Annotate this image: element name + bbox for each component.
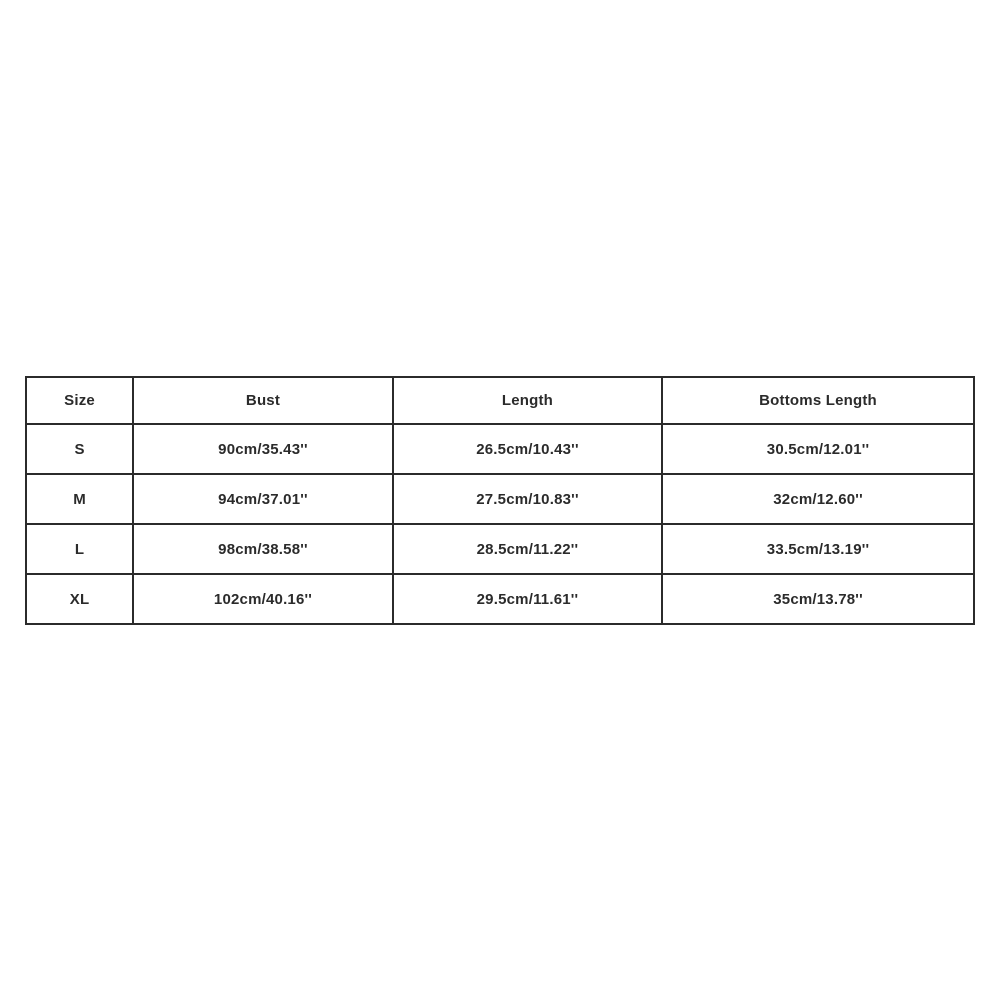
cell-bottoms-length-s: 30.5cm/12.01''	[662, 424, 974, 474]
column-header-size: Size	[26, 377, 133, 424]
table-row-s	[26, 424, 974, 474]
cell-bottoms-length-m: 32cm/12.60''	[662, 474, 974, 524]
cell-length-s: 26.5cm/10.43''	[393, 424, 662, 474]
table-row-m	[26, 474, 974, 524]
cell-bottoms-length-xl: 35cm/13.78''	[662, 574, 974, 624]
cell-bust-m: 94cm/37.01''	[133, 474, 393, 524]
cell-length-l: 28.5cm/11.22''	[393, 524, 662, 574]
cell-bust-l: 98cm/38.58''	[133, 524, 393, 574]
cell-size-l: L	[26, 524, 133, 574]
header-row	[26, 377, 974, 424]
cell-length-xl: 29.5cm/11.61''	[393, 574, 662, 624]
column-header-bust: Bust	[133, 377, 393, 424]
column-header-bottoms-length: Bottoms Length	[662, 377, 974, 424]
cell-size-m: M	[26, 474, 133, 524]
table-row-l	[26, 524, 974, 574]
size-chart-table	[25, 376, 975, 625]
cell-bust-s: 90cm/35.43''	[133, 424, 393, 474]
cell-size-xl: XL	[26, 574, 133, 624]
table-row-xl	[26, 574, 974, 624]
cell-bottoms-length-l: 33.5cm/13.19''	[662, 524, 974, 574]
cell-size-s: S	[26, 424, 133, 474]
column-header-length: Length	[393, 377, 662, 424]
cell-bust-xl: 102cm/40.16''	[133, 574, 393, 624]
cell-length-m: 27.5cm/10.83''	[393, 474, 662, 524]
